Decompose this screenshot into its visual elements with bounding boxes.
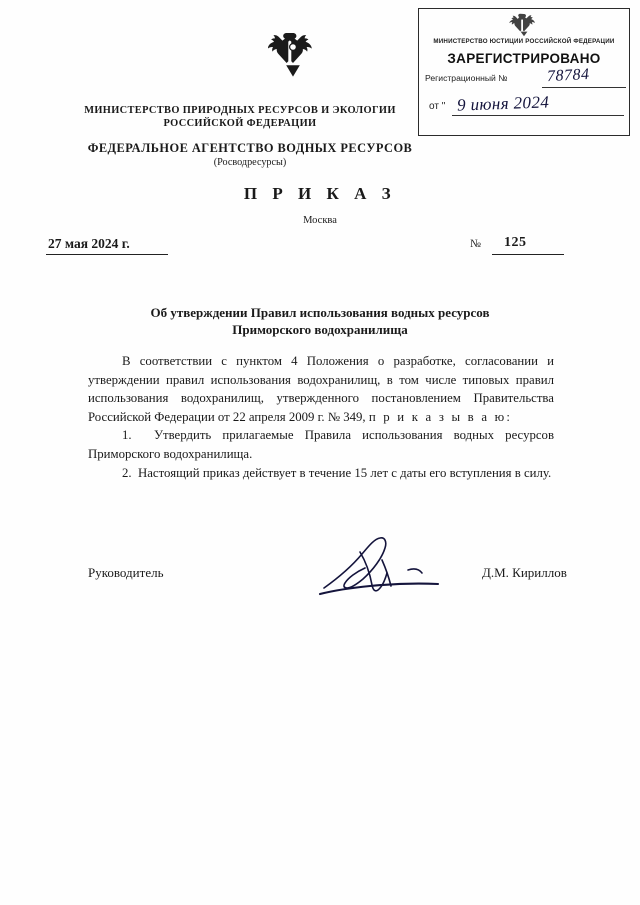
- item-2-text: Настоящий приказ действует в течение 15 лет с даты его вступления в силу.: [138, 465, 552, 480]
- date-underline: [46, 254, 168, 255]
- item-2-number: 2.: [122, 465, 132, 480]
- document-city: Москва: [303, 215, 337, 226]
- stamp-date-handwritten: 9 июня 2024: [456, 92, 550, 115]
- stamp-date-label: от ": [429, 101, 446, 112]
- document-type: П Р И К А З: [243, 184, 397, 203]
- item-1-number: 1.: [122, 428, 132, 443]
- title-line-2: Приморского водохранилища: [232, 322, 408, 337]
- signer-name: Д.М. Кириллов: [482, 565, 567, 580]
- agency-short-name: (Росводресурсы): [213, 157, 287, 168]
- order-word: п р и к а з ы в а ю:: [368, 409, 513, 424]
- handwritten-signature-icon: [312, 530, 482, 602]
- ministry-name: [60, 104, 420, 130]
- stamp-date-underline: [452, 115, 624, 116]
- document-date: 27 мая 2024 г.: [48, 236, 130, 251]
- stamp-organization: МИНИСТЕРСТВО ЮСТИЦИИ РОССИЙСКОЙ ФЕДЕРАЦИИ: [433, 38, 615, 45]
- agency-name: ФЕДЕРАЛЬНОЕ АГЕНТСТВО ВОДНЫХ РЕСУРСОВ: [87, 141, 413, 155]
- paragraph-1-text: В соответствии с пунктом 4 Положения о разработке, согласовании и утверждении правил использования водохранилищ, в том числе типовых правил использования водохранилищ, утвержденного постановлением Правительства Российской Федерации от 22 апреля 2009 г. № 349,: [88, 354, 554, 424]
- body-paragraph-1: [88, 352, 554, 426]
- signer-role: Руководитель: [88, 565, 164, 580]
- ministry-line-1: МИНИСТЕРСТВО ПРИРОДНЫХ РЕСУРСОВ И ЭКОЛОГИИ: [84, 105, 396, 116]
- body-item-2: [88, 464, 554, 483]
- registration-stamp: [418, 8, 630, 136]
- stamp-title: ЗАРЕГИСТРИРОВАНО: [447, 51, 601, 66]
- document-body: [88, 352, 554, 482]
- stamp-registration-number: 78784: [546, 65, 590, 86]
- russian-coat-of-arms-icon: [268, 30, 318, 86]
- number-underline: [492, 254, 564, 255]
- number-sign: №: [470, 238, 481, 250]
- stamp-registration-label: Регистрационный №: [425, 73, 508, 83]
- document-number: 125: [504, 235, 527, 250]
- stamp-number-underline: [542, 87, 626, 88]
- page-title: [100, 304, 540, 338]
- double-headed-eagle-icon: [509, 12, 539, 38]
- ministry-line-2: РОССИЙСКОЙ ФЕДЕРАЦИИ: [163, 118, 317, 129]
- body-item-1: [88, 426, 554, 463]
- title-line-1: Об утверждении Правил использования водных ресурсов: [150, 305, 490, 320]
- item-1-text: Утвердить прилагаемые Правила использования водных ресурсов Приморского водохранилища.: [88, 428, 554, 461]
